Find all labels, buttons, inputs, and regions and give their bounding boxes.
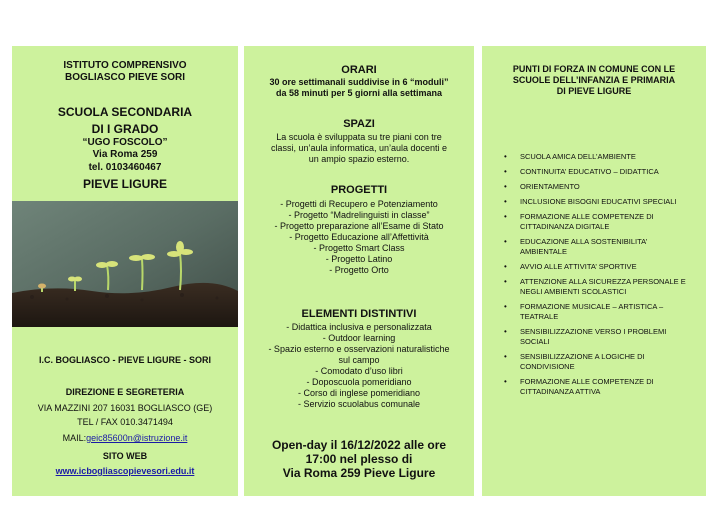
secondary-school-line-1: SCUOLA SECONDARIA [57, 105, 193, 119]
strength-item: • INCLUSIONE BISOGNI EDUCATIVI SPECIALI [504, 197, 694, 207]
progetto-item: - Progetto Educazione all’Affettività [289, 232, 429, 242]
office-address: VIA MAZZINI 207 16031 BOGLIASCO (GE) [37, 403, 213, 413]
progetto-item: - Progetto Orto [329, 265, 389, 275]
strength-item: • SENSIBILIZZAZIONE A LOGICHE DI CONDIVISIONE [504, 352, 694, 372]
strength-item: • CONTINUITA’ EDUCATIVO – DIDATTICA [504, 167, 694, 177]
institute-line-1: ISTITUTO COMPRENSIVO [63, 60, 187, 71]
strength-item: • SCUOLA AMICA DELL’AMBIENTE [504, 152, 694, 162]
office-mail [12, 433, 238, 444]
spazi-line: classi, un’aula informatica, un’aula docenti e [270, 143, 448, 153]
school-phone: tel. 0103460467 [88, 162, 162, 173]
elemento-item: sul campo [338, 355, 380, 365]
progetto-item: - Progetto preparazione all’Esame di Stato [274, 221, 444, 231]
strengths-title-line: SCUOLE DELL’INFANZIA E PRIMARIA [512, 75, 676, 85]
spazi-title: SPAZI [343, 118, 375, 130]
mail-label: MAIL: [62, 433, 87, 443]
office-phone: TEL / FAX 010.3471494 [77, 417, 173, 427]
website-title: SITO WEB [102, 451, 148, 461]
progetti-title: PROGETTI [330, 184, 388, 196]
progetto-item: - Progetto Smart Class [313, 243, 405, 253]
strength-item: • ORIENTAMENTO [504, 182, 694, 192]
elemento-item: - Outdoor learning [322, 333, 396, 343]
strengths-title [482, 64, 706, 97]
strengths-title-line: DI PIEVE LIGURE [556, 86, 632, 96]
orari-line: 30 ore settimanali suddivise in 6 “moduli” [269, 77, 449, 87]
school-town: PIEVE LIGURE [82, 177, 168, 191]
open-day [244, 438, 474, 480]
seedlings-photo [12, 201, 238, 327]
strength-item: • SENSIBILIZZAZIONE VERSO I PROBLEMI SOCIALI [504, 327, 694, 347]
left-panel [12, 46, 238, 496]
office-title: DIREZIONE E SEGRETERIA [65, 387, 185, 397]
spazi-line: La scuola è sviluppata su tre piani con tre [276, 132, 442, 142]
school-address: Via Roma 259 [92, 149, 158, 160]
orari-line: da 58 minuti per 5 giorni alla settimana [275, 88, 443, 98]
school-name: “UGO FOSCOLO” [82, 137, 168, 148]
strength-item: • EDUCAZIONE ALLA SOSTENIBILITA’ AMBIENTALE [504, 237, 694, 257]
institute-line-2: BOGLIASCO PIEVE SORI [64, 72, 186, 83]
strength-item: • FORMAZIONE ALLE COMPETENZE DI CITTADINANZA DIGITALE [504, 212, 694, 232]
orari-text [244, 77, 474, 99]
secondary-school-line-2: DI I GRADO [91, 122, 159, 136]
strength-item: • FORMAZIONE MUSICALE – ARTISTICA – TEATRALE [504, 302, 694, 322]
strengths-title-line: PUNTI DI FORZA IN COMUNE CON LE [512, 64, 676, 74]
elemento-item: - Doposcuola pomeridiano [306, 377, 412, 387]
elemento-item: - Corso di inglese pomeridiano [297, 388, 421, 398]
mail-link[interactable]: geic85600n@istruzione.it [86, 433, 188, 443]
elemento-item: - Spazio esterno e osservazioni naturalistiche [268, 344, 450, 354]
ic-name: I.C. BOGLIASCO - PIEVE LIGURE - SORI [38, 355, 211, 365]
spazi-text [244, 132, 474, 165]
progetto-item: - Progetto “Madrelinguisti in classe” [288, 210, 430, 220]
progetto-item: - Progetto Latino [325, 254, 393, 264]
open-day-line: 17:00 nel plesso di [305, 452, 413, 466]
open-day-line: Via Roma 259 Pieve Ligure [282, 466, 436, 480]
strength-item: • FORMAZIONE ALLE COMPETENZE DI CITTADINANZA ATTIVA [504, 377, 694, 397]
website-link[interactable]: www.icbogliascopievesori.edu.it [55, 466, 195, 476]
strengths-list [504, 152, 694, 402]
middle-panel [244, 46, 474, 496]
right-panel [482, 46, 706, 496]
progetto-item: - Progetti di Recupero e Potenziamento [280, 199, 438, 209]
open-day-line: Open-day il 16/12/2022 alle ore [271, 438, 447, 452]
elementi-title: ELEMENTI DISTINTIVI [301, 308, 417, 320]
elemento-item: - Didattica inclusiva e personalizzata [286, 322, 432, 332]
spazi-line: un ampio spazio esterno. [308, 154, 410, 164]
elementi-list [244, 322, 474, 410]
strength-item: • ATTENZIONE ALLA SICUREZZA PERSONALE E NEGLI AMBIENTI SCOLASTICI [504, 277, 694, 297]
elemento-item: - Servizio scuolabus comunale [297, 399, 421, 409]
orari-title: ORARI [341, 64, 377, 76]
strength-item: • AVVIO ALLE ATTIVITA’ SPORTIVE [504, 262, 694, 272]
progetti-list [244, 199, 474, 276]
elemento-item: - Comodato d’uso libri [315, 366, 403, 376]
